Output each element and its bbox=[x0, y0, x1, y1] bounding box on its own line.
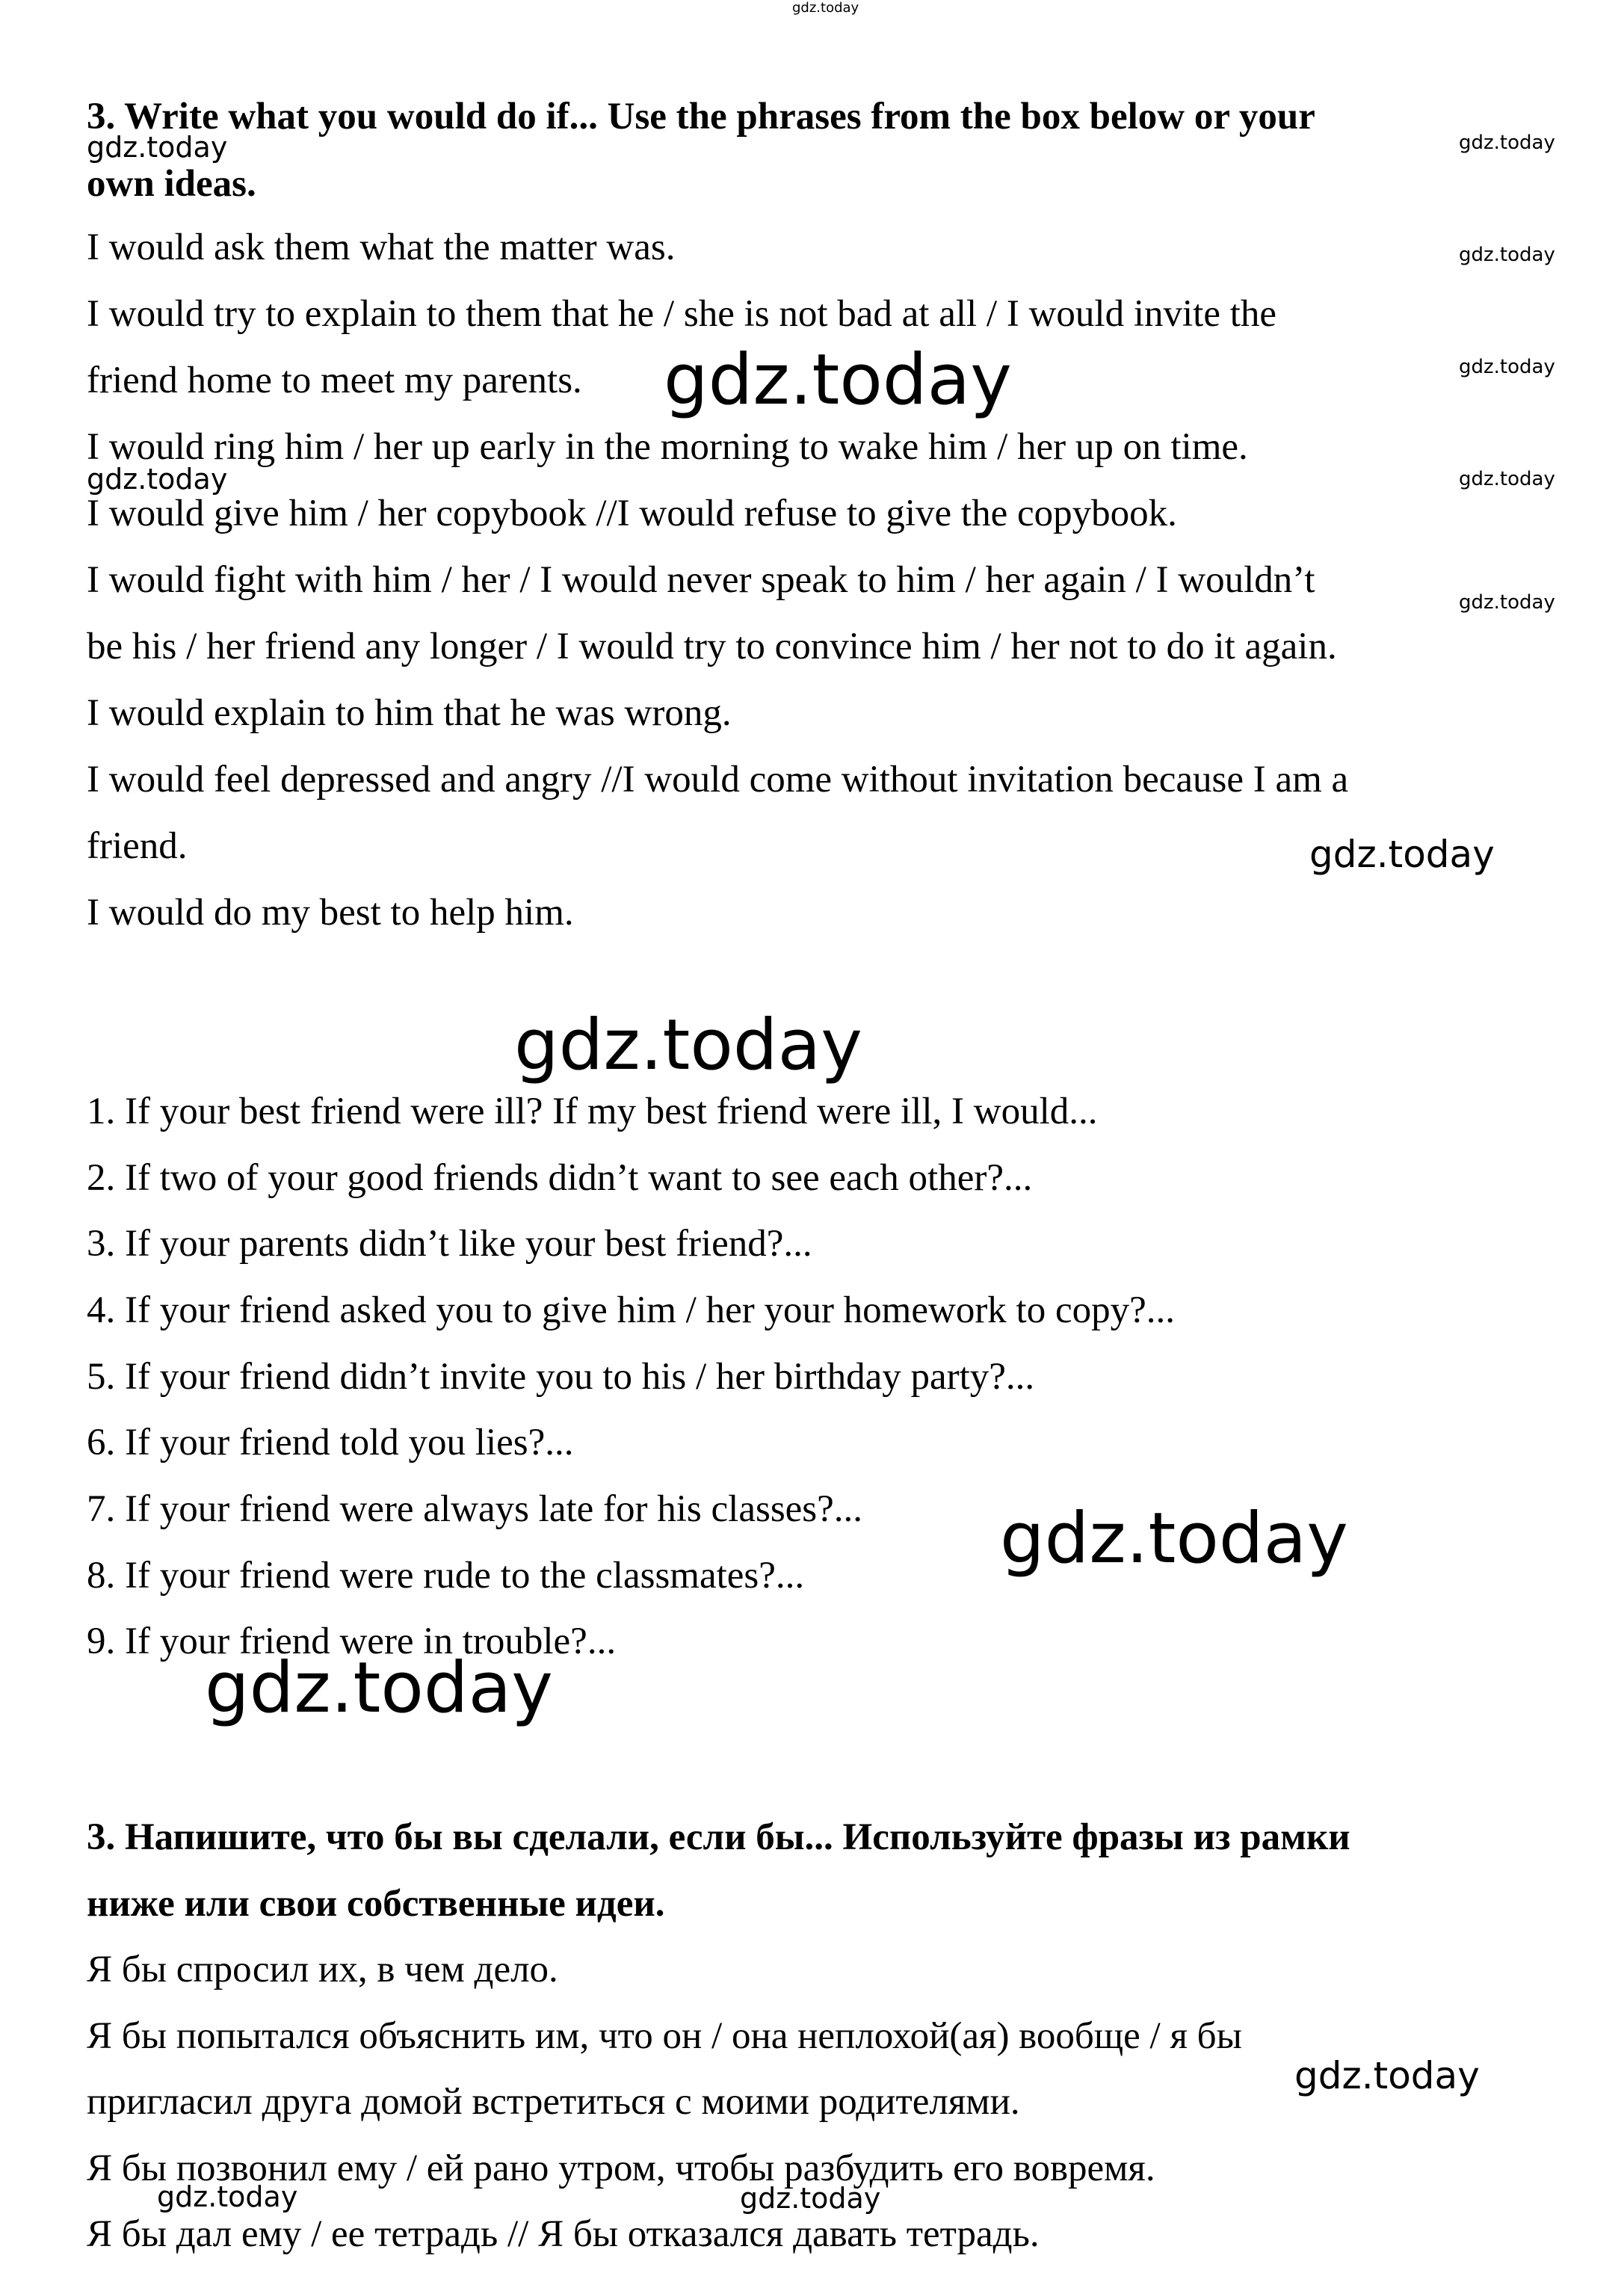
watermark: gdz.today bbox=[514, 1005, 862, 1086]
answer-line-ru: Я бы позвонил ему / ей рано утром, чтобы разбудить его вовремя. bbox=[87, 2147, 1155, 2189]
watermark: gdz.today bbox=[1459, 132, 1555, 154]
question-item: 8. If your friend were rude to the classmates?... bbox=[87, 1555, 805, 1597]
answer-line: I would explain to him that he was wrong. bbox=[87, 692, 732, 734]
question-item: 6. If your friend told you lies?... bbox=[87, 1422, 574, 1464]
exercise-heading-ru-cont: ниже или свои собственные идеи. bbox=[87, 1883, 665, 1925]
answer-line: I would give him / her copybook //I would refuse to give the copybook. bbox=[87, 493, 1177, 534]
answer-line: friend. bbox=[87, 825, 188, 867]
watermark: gdz.today bbox=[664, 339, 1012, 421]
watermark: gdz.today bbox=[1294, 2054, 1480, 2097]
answer-line-ru: Я бы попытался объяснить им, что он / она неплохой(ая) вообще / я бы bbox=[87, 2015, 1242, 2057]
question-item: 4. If your friend asked you to give him / her your homework to copy?... bbox=[87, 1289, 1175, 1331]
watermark: gdz.today bbox=[87, 131, 228, 164]
question-item: 7. If your friend were always late for his classes?... bbox=[87, 1488, 863, 1530]
watermark: gdz.today bbox=[87, 463, 228, 496]
watermark-top: gdz.today bbox=[792, 0, 859, 16]
watermark: gdz.today bbox=[1459, 591, 1555, 614]
question-item: 9. If your friend were in trouble?... bbox=[87, 1620, 617, 1662]
watermark: gdz.today bbox=[1459, 356, 1555, 378]
answer-line: I would try to explain to them that he / she is not bad at all / I would invite the bbox=[87, 293, 1277, 335]
answer-line: I would ring him / her up early in the morning to wake him / her up on time. bbox=[87, 426, 1248, 468]
watermark: gdz.today bbox=[205, 1647, 553, 1729]
answer-line: be his / her friend any longer / I would try to convince him / her not to do it again. bbox=[87, 626, 1337, 667]
exercise-heading-en: 3. Write what you would do if... Use the phrases from the box below or your bbox=[87, 96, 1315, 138]
watermark: gdz.today bbox=[1459, 468, 1555, 490]
watermark: gdz.today bbox=[1459, 244, 1555, 266]
answer-line-ru: Я бы спросил их, в чем дело. bbox=[87, 1949, 558, 1990]
answer-line-ru: пригласил друга домой встретиться с моими родителями. bbox=[87, 2081, 1020, 2123]
exercise-heading-ru: 3. Напишите, что бы вы сделали, если бы... Используйте фразы из рамки bbox=[87, 1816, 1350, 1858]
watermark: gdz.today bbox=[740, 2182, 881, 2215]
watermark: gdz.today bbox=[1000, 1498, 1348, 1579]
answer-line: I would do my best to help him. bbox=[87, 892, 574, 934]
answer-line: friend home to meet my parents. bbox=[87, 360, 582, 401]
question-item: 2. If two of your good friends didn’t want to see each other?... bbox=[87, 1157, 1033, 1199]
answer-line: I would ask them what the matter was. bbox=[87, 226, 676, 268]
question-item: 3. If your parents didn’t like your best friend?... bbox=[87, 1223, 812, 1265]
answer-line: I would feel depressed and angry //I would come without invitation because I am a bbox=[87, 759, 1349, 801]
watermark: gdz.today bbox=[1309, 833, 1495, 876]
question-item: 5. If your friend didn’t invite you to his / her birthday party?... bbox=[87, 1356, 1035, 1398]
watermark: gdz.today bbox=[157, 2180, 298, 2213]
answer-line-ru: Я бы дал ему / ее тетрадь // Я бы отказался давать тетрадь. bbox=[87, 2213, 1040, 2255]
question-item: 1. If your best friend were ill? If my best friend were ill, I would... bbox=[87, 1091, 1098, 1132]
exercise-heading-en-cont: own ideas. bbox=[87, 163, 256, 205]
answer-line: I would fight with him / her / I would never speak to him / her again / I wouldn’t bbox=[87, 559, 1315, 601]
